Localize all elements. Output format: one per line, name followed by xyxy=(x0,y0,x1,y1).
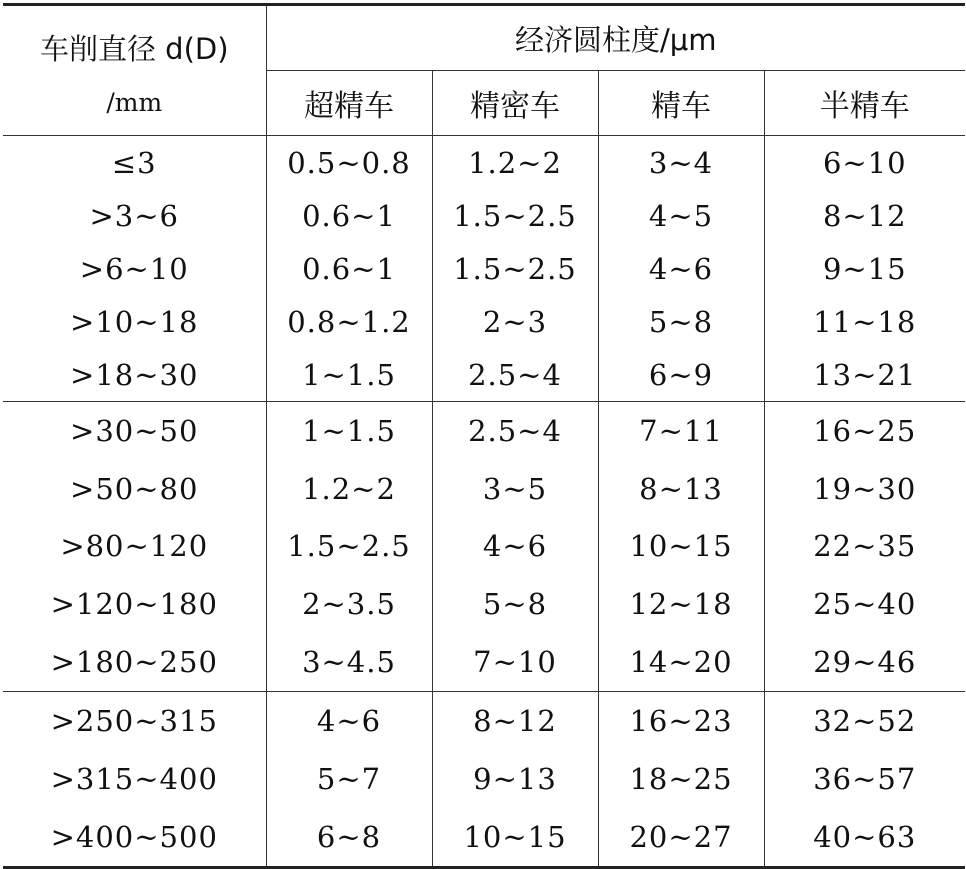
table-row xyxy=(3,295,965,348)
value-cell: 1.5~2.5 xyxy=(266,518,432,576)
value-cell: 6~8 xyxy=(266,808,432,868)
value-cell: 8~12 xyxy=(764,189,965,242)
diameter-cell: >120~180 xyxy=(50,587,218,622)
value-cell: 1.2~2 xyxy=(432,136,598,190)
value-cell: 16~25 xyxy=(764,402,965,460)
table-row xyxy=(3,136,965,190)
value-cell: 0.5~0.8 xyxy=(266,136,432,190)
diameter-cell: >80~120 xyxy=(60,529,209,564)
diameter-cell: >6~10 xyxy=(79,251,189,286)
corner-header-unit: /mm xyxy=(106,87,163,117)
value-cell: 8~13 xyxy=(598,460,764,518)
table-row xyxy=(3,633,965,691)
span-header-cylindricity: 经济圆柱度/μm xyxy=(266,5,965,71)
value-cell: 5~8 xyxy=(432,575,598,633)
table-row xyxy=(3,189,965,242)
diameter-cell: >50~80 xyxy=(70,471,199,506)
value-cell: 9~15 xyxy=(764,242,965,295)
value-cell: 11~18 xyxy=(764,295,965,348)
value-cell: 0.6~1 xyxy=(266,189,432,242)
table-row xyxy=(3,808,965,868)
column-header-finish: 精车 xyxy=(598,71,764,136)
table-row xyxy=(3,575,965,633)
diameter-cell: >30~50 xyxy=(3,402,266,460)
cylindricity-table xyxy=(3,3,965,869)
value-cell: 4~6 xyxy=(432,518,598,576)
value-cell: 16~23 xyxy=(598,691,764,750)
value-cell: 2~3 xyxy=(432,295,598,348)
table-row xyxy=(3,402,965,460)
value-cell: 2~3.5 xyxy=(266,575,432,633)
column-header-semi-finish: 半精车 xyxy=(764,71,965,136)
value-cell: 5~7 xyxy=(266,750,432,808)
corner-header xyxy=(3,5,266,136)
value-cell: 9~13 xyxy=(432,750,598,808)
value-cell: 22~35 xyxy=(764,518,965,576)
value-cell: 20~27 xyxy=(598,808,764,868)
value-cell: 6~9 xyxy=(598,348,764,402)
value-cell: 4~6 xyxy=(266,691,432,750)
diameter-cell: >3~6 xyxy=(89,198,179,233)
column-header-ultra-precision: 超精车 xyxy=(266,71,432,136)
value-cell: 0.6~1 xyxy=(266,242,432,295)
diameter-cell: >250~315 xyxy=(3,691,266,750)
value-cell: 4~6 xyxy=(598,242,764,295)
value-cell: 12~18 xyxy=(598,575,764,633)
value-cell: 1.2~2 xyxy=(266,460,432,518)
corner-header-diameter: 车削直径 d(D) xyxy=(39,31,229,66)
value-cell: 3~4.5 xyxy=(266,633,432,691)
value-cell: 3~4 xyxy=(598,136,764,190)
diameter-cell: >18~30 xyxy=(70,357,199,392)
value-cell: 32~52 xyxy=(764,691,965,750)
value-cell: 13~21 xyxy=(764,348,965,402)
table-body xyxy=(3,136,965,868)
value-cell: 1.5~2.5 xyxy=(432,189,598,242)
value-cell: 2.5~4 xyxy=(432,402,598,460)
diameter-cell: >180~250 xyxy=(50,645,218,680)
table-row xyxy=(3,460,965,518)
value-cell: 10~15 xyxy=(432,808,598,868)
value-cell: 29~46 xyxy=(764,633,965,691)
value-cell: 1.5~2.5 xyxy=(432,242,598,295)
diameter-cell: >10~18 xyxy=(70,304,199,339)
value-cell: 1~1.5 xyxy=(266,348,432,402)
value-cell: 7~11 xyxy=(598,402,764,460)
value-cell: 3~5 xyxy=(432,460,598,518)
value-cell: 19~30 xyxy=(764,460,965,518)
column-header-precision: 精密车 xyxy=(432,71,598,136)
value-cell: 2.5~4 xyxy=(432,348,598,402)
value-cell: 7~10 xyxy=(432,633,598,691)
table-row xyxy=(3,750,965,808)
value-cell: 10~15 xyxy=(598,518,764,576)
value-cell: 1~1.5 xyxy=(266,402,432,460)
value-cell: 36~57 xyxy=(764,750,965,808)
value-cell: 25~40 xyxy=(764,575,965,633)
table-row xyxy=(3,348,965,402)
value-cell: 4~5 xyxy=(598,189,764,242)
value-cell: 8~12 xyxy=(432,691,598,750)
value-cell: 40~63 xyxy=(764,808,965,868)
diameter-cell: >315~400 xyxy=(50,761,218,796)
value-cell: 5~8 xyxy=(598,295,764,348)
table-row xyxy=(3,242,965,295)
diameter-cell: >400~500 xyxy=(50,819,218,854)
value-cell: 18~25 xyxy=(598,750,764,808)
table-row xyxy=(3,518,965,576)
value-cell: 14~20 xyxy=(598,633,764,691)
diameter-cell: ≤3 xyxy=(111,145,157,180)
value-cell: 0.8~1.2 xyxy=(266,295,432,348)
table-row xyxy=(3,691,965,750)
value-cell: 6~10 xyxy=(764,136,965,190)
